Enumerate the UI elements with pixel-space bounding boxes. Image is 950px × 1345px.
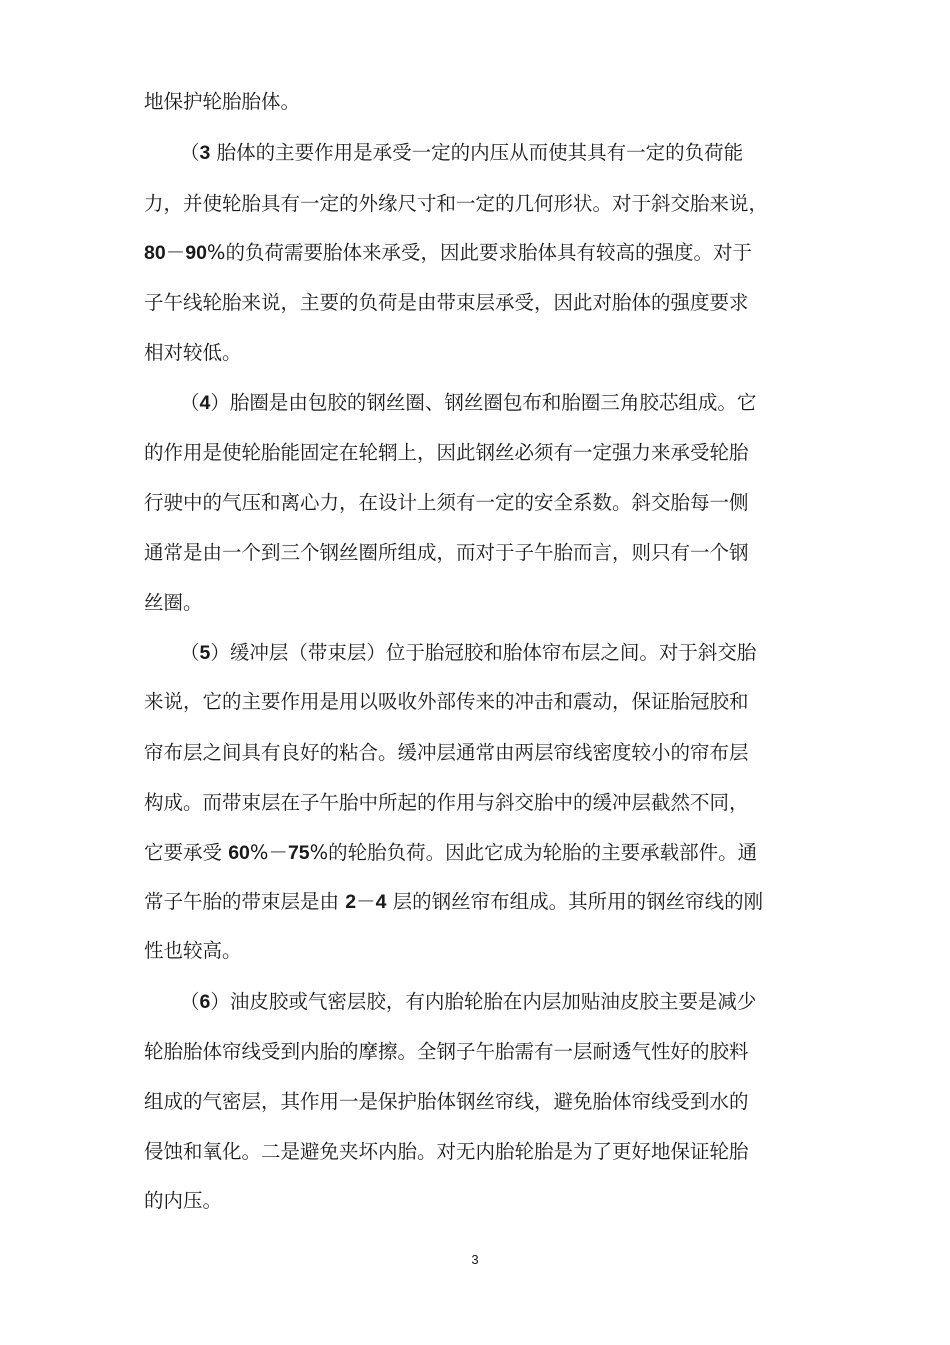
text-line: 常子午胎的带束层是由 2－4 层的钢丝帘布组成。其所用的钢丝帘线的刚	[144, 890, 764, 913]
text-line: 的内压。	[144, 1189, 223, 1212]
text-line: 丝圈。	[144, 591, 203, 614]
text-line: 组成的气密层，其作用一是保护胎体钢丝帘线，避免胎体帘线受到水的	[144, 1090, 749, 1113]
text-line: 地保护轮胎胎体。	[144, 90, 301, 113]
text-line: 构成。而带束层在子午胎中所起的作用与斜交胎中的缓冲层截然不同，	[144, 791, 749, 814]
text-line: 通常是由一个到三个钢丝圈所组成，而对于子午胎而言，则只有一个钢	[144, 541, 749, 564]
text-line: 力，并使轮胎具有一定的外缘尺寸和一定的几何形状。对于斜交胎来说，	[144, 192, 769, 215]
text-line: 80－90%的负荷需要胎体来承受，因此要求胎体具有较高的强度。对于	[144, 241, 752, 264]
text-line: 的作用是使轮胎能固定在轮辋上，因此钢丝必须有一定强力来承受轮胎	[144, 441, 749, 464]
text-line: 帘布层之间具有良好的粘合。缓冲层通常由两层帘线密度较小的帘布层	[144, 741, 749, 764]
paragraph-5-line: （5）缓冲层（带束层）位于胎冠胶和胎体帘布层之间。对于斜交胎	[180, 641, 757, 664]
text-line: 来说，它的主要作用是用以吸收外部传来的冲击和震动，保证胎冠胶和	[144, 690, 749, 713]
text-line: 子午线轮胎来说，主要的负荷是由带束层承受，因此对胎体的强度要求	[144, 291, 749, 314]
paragraph-6-line: （6）油皮胶或气密层胶，有内胎轮胎在内层加贴油皮胶主要是减少	[180, 990, 757, 1013]
paragraph-4-line: （4）胎圈是由包胶的钢丝圈、钢丝圈包布和胎圈三角胶芯组成。它	[180, 391, 757, 414]
paragraph-3-line: （3 胎体的主要作用是承受一定的内压从而使其具有一定的负荷能	[180, 141, 744, 164]
text-line: 轮胎胎体帘线受到内胎的摩擦。全钢子午胎需有一层耐透气性好的胶料	[144, 1040, 749, 1063]
page-number: 3	[471, 1252, 479, 1267]
text-line: 相对较低。	[144, 341, 242, 364]
text-line: 行驶中的气压和离心力，在设计上须有一定的安全系数。斜交胎每一侧	[144, 491, 749, 514]
text-line: 侵蚀和氧化。二是避免夹坏内胎。对无内胎轮胎是为了更好地保证轮胎	[144, 1140, 749, 1163]
text-line: 性也较高。	[144, 939, 242, 962]
text-line: 它要承受 60%－75%的轮胎负荷。因此它成为轮胎的主要承载部件。通	[144, 841, 758, 864]
